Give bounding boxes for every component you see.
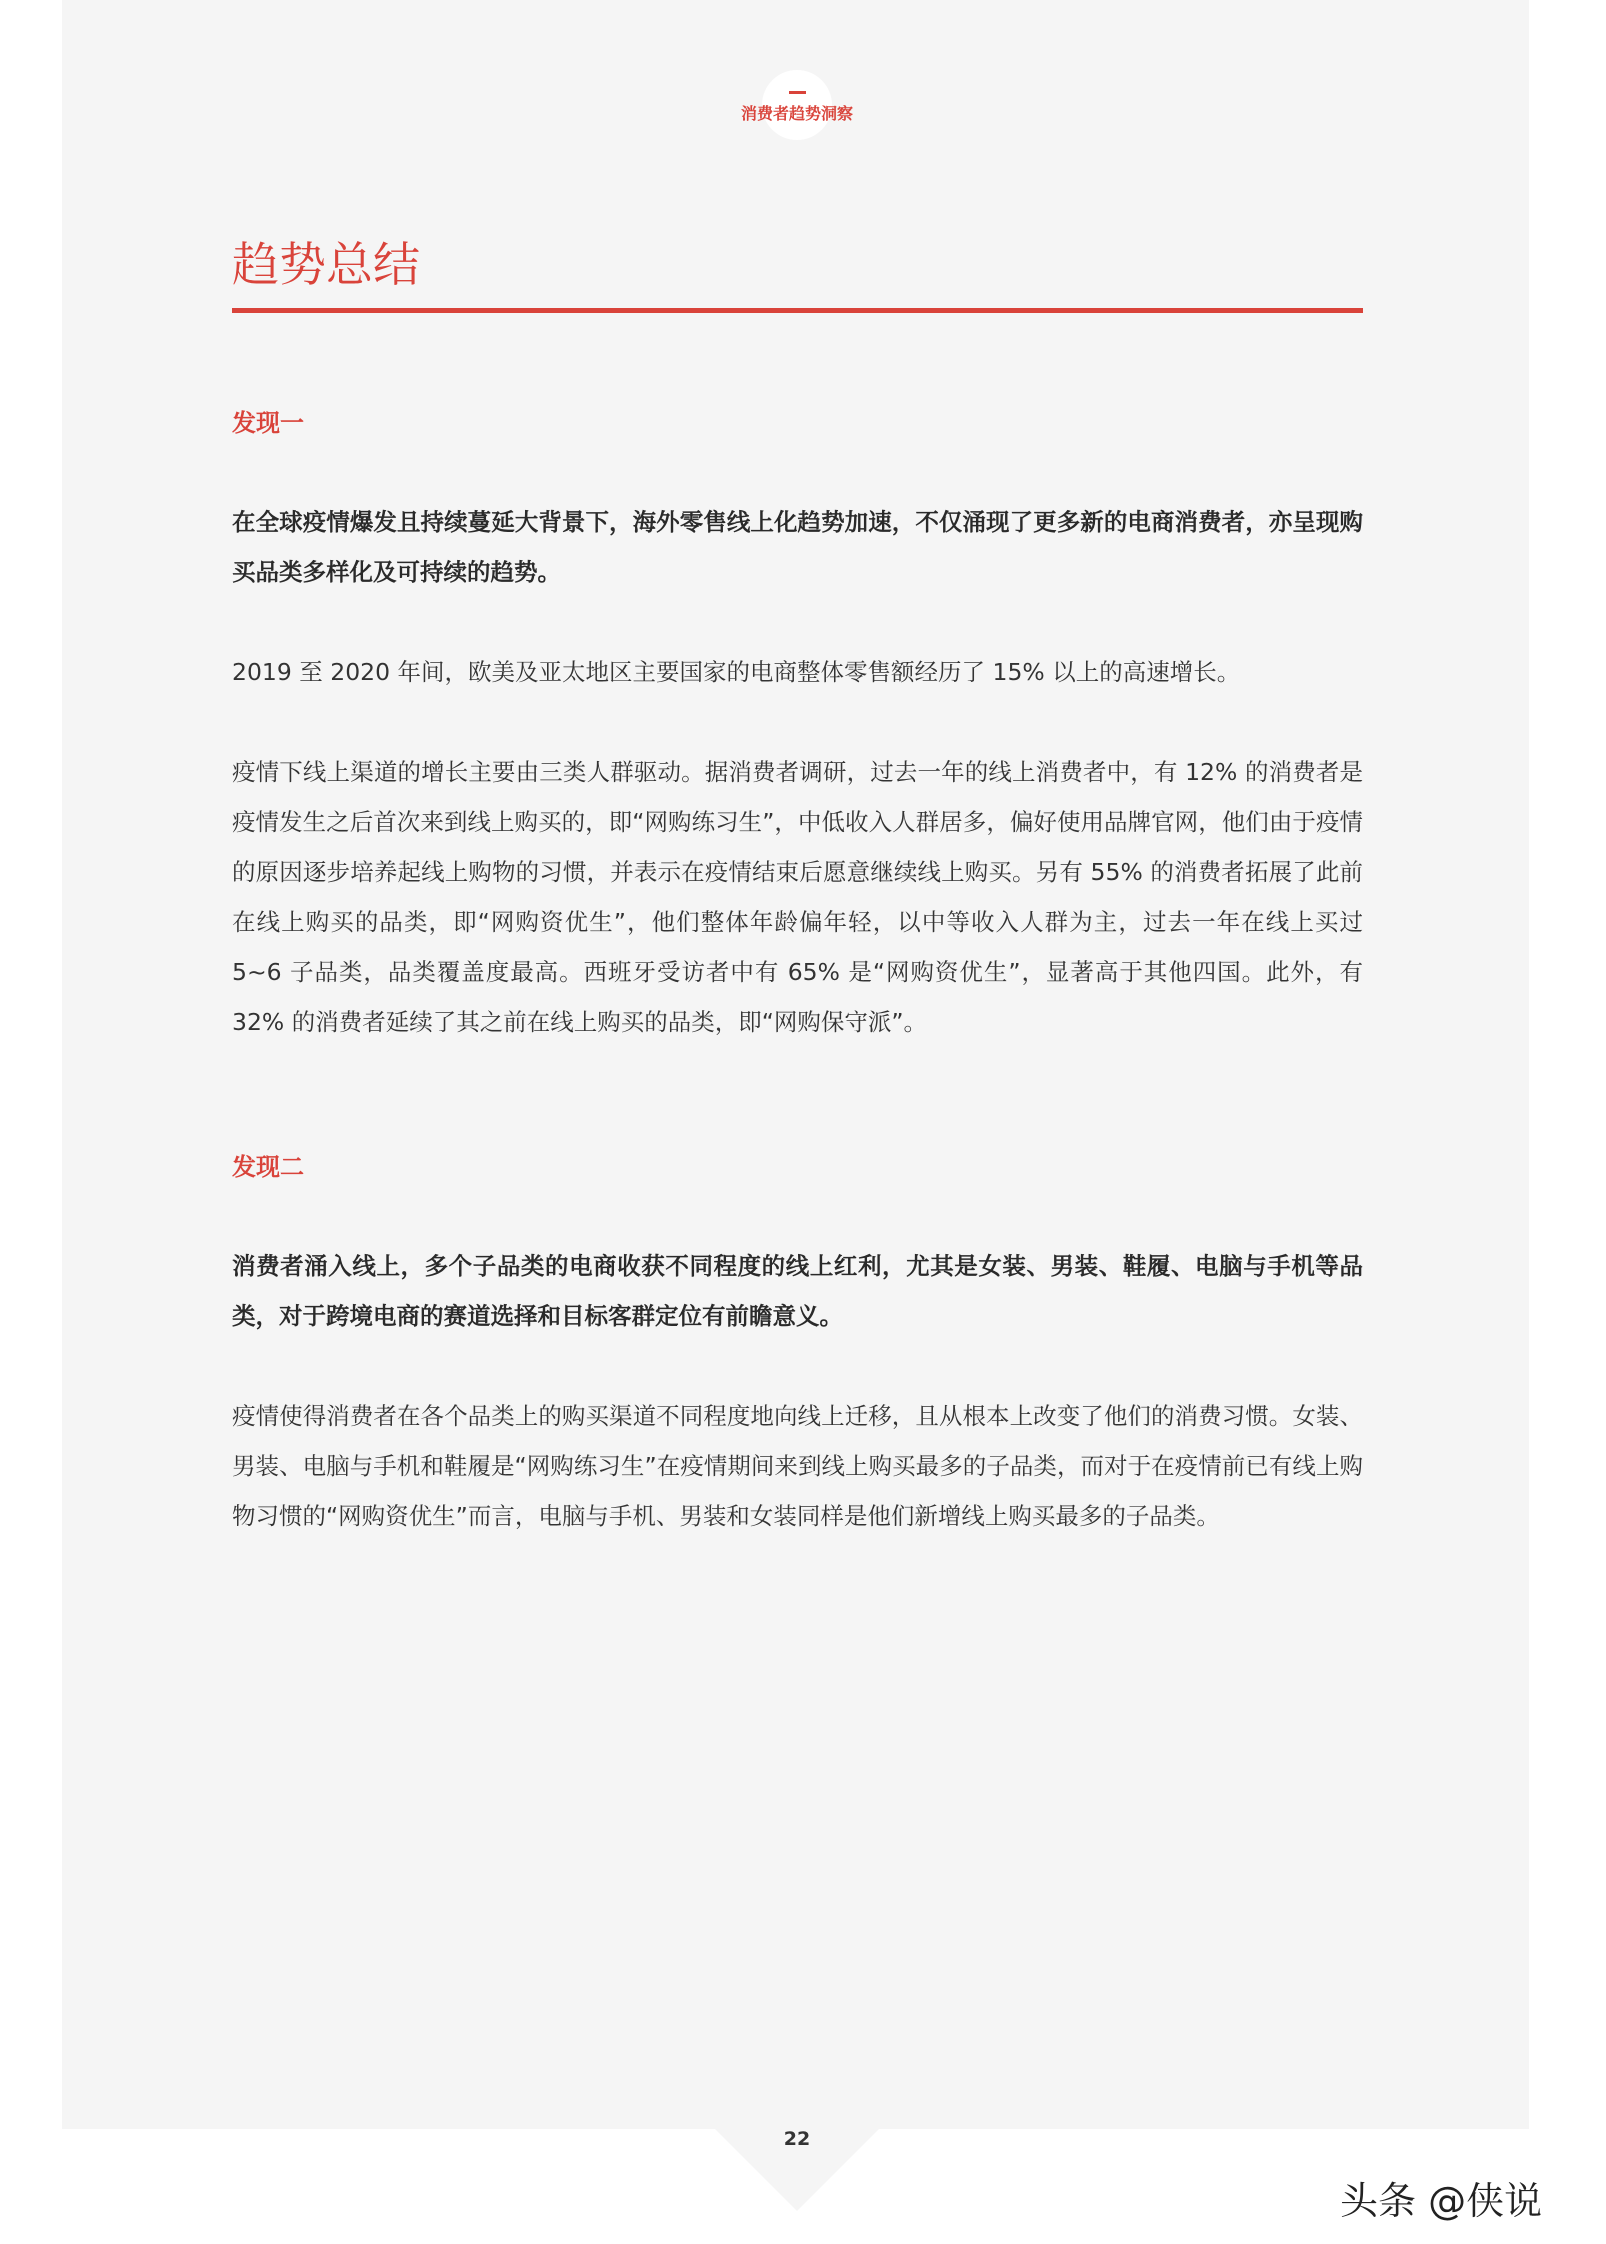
finding-2-heading: 发现二 — [232, 1153, 304, 1181]
finding-1-summary: 在全球疫情爆发且持续蔓延大背景下，海外零售线上化趋势加速，不仅涌现了更多新的电商消费者，亦呈现购买品类多样化及可持续的趋势。 — [232, 508, 1363, 586]
header-section-label: 消费者趋势洞察 — [740, 104, 853, 123]
header-dash-mark — [789, 91, 806, 94]
page-panel — [62, 0, 1529, 2129]
finding-1-paragraph-2: 2019 至 2020 年间，欧美及亚太地区主要国家的电商整体零售额经历了 15% 以上的高速增长。 — [232, 658, 1241, 686]
title-underline — [232, 308, 1363, 313]
page-number: 22 — [783, 2128, 811, 2150]
watermark-text: 头条 @侠说 — [1340, 2179, 1543, 2223]
page-title: 趋势总结 — [232, 238, 420, 293]
finding-2-paragraph-2: 疫情使得消费者在各个品类上的购买渠道不同程度地向线上迁移，且从根本上改变了他们的消费习惯。女装、男装、电脑与手机和鞋履是“网购练习生”在疫情期间来到线上购买最多的子品类，而对于在疫情前已有线上购物习惯的“网购资优生”而言，电脑与手机、男装和女装同样是他们新增线上购买最多的子品类。 — [232, 1402, 1363, 1530]
finding-1-heading: 发现一 — [232, 409, 304, 437]
finding-2-summary: 消费者涌入线上，多个子品类的电商收获不同程度的线上红利，尤其是女装、男装、鞋履、电脑与手机等品类，对于跨境电商的赛道选择和目标客群定位有前瞻意义。 — [232, 1252, 1363, 1330]
finding-1-paragraph-3: 疫情下线上渠道的增长主要由三类人群驱动。据消费者调研，过去一年的线上消费者中，有 12% 的消费者是疫情发生之后首次来到线上购买的，即“网购练习生”，中低收入人群居多，偏好使用品牌官网，他们由于疫情的原因逐步培养起线上购物的习惯，并表示在疫情结束后愿意继续线上购买。另有 55% 的消费者拓展了此前在线上购买的品类，即“网购资优生”，他们整体年龄偏年轻，以中等收入人群为主，过去一年在线上买过 5~6 子品类，品类覆盖度最高。西班牙受访者中有 65% 是“网购资优生”，显著高于其他四国。此外，有 32% 的消费者延续了其之前在线上购买的品类，即“网购保守派”。 — [232, 758, 1363, 1036]
